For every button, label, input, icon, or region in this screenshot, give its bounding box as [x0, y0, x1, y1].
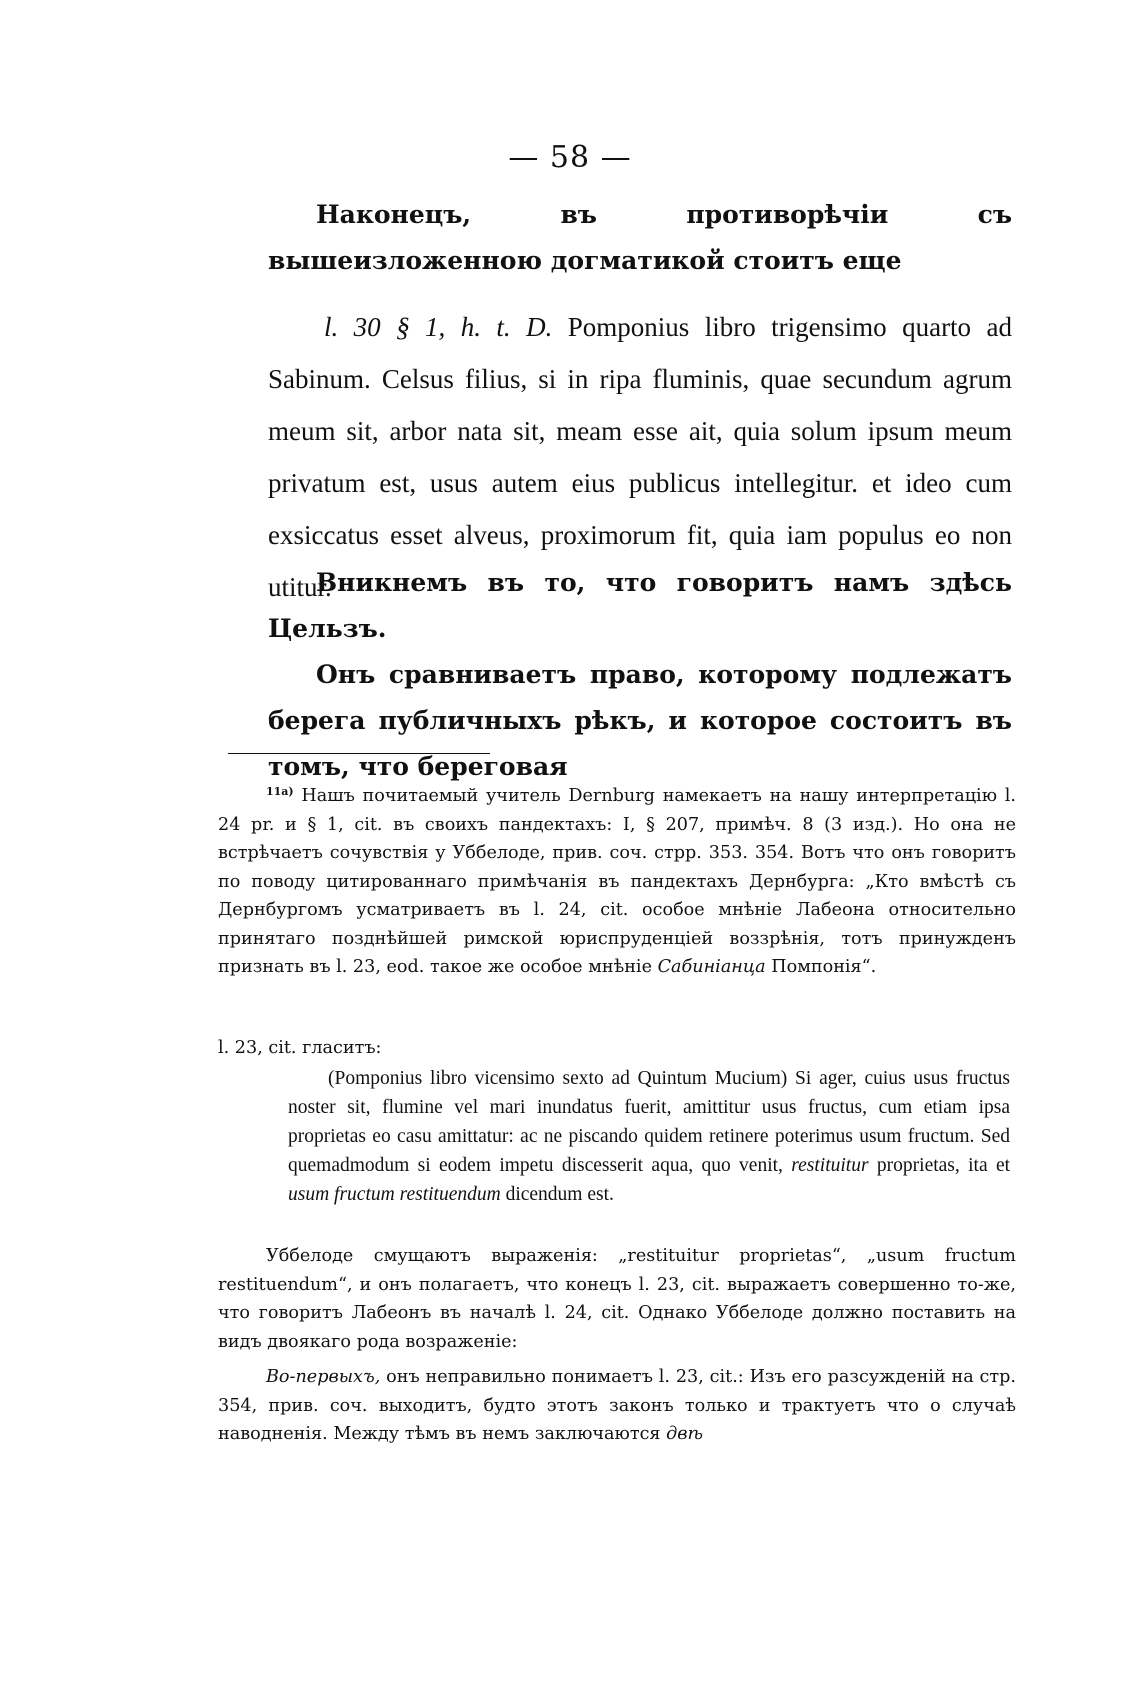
quote-reference: l. 30 § 1, h. t. D.: [324, 312, 553, 342]
footnote-para3-end: двѣ: [666, 1424, 704, 1444]
body-paragraph-2: Онъ сравниваетъ право, которому подлежатъ берега публичныхъ рѣкъ, и которое состоитъ въ томъ, что береговая: [268, 660, 1012, 781]
footnote-latin-quote: [288, 1064, 1010, 1209]
footnote-para1-text: Нашъ почитаемый учитель Dernburg намекаетъ на нашу интерпретацію l. 24 pr. и § 1, cit. въ своихъ пандектахъ: I, § 207, примѣч. 8 (3 изд.). Но она не встрѣчаетъ сочувствія у Уббелоде, прив. соч. стрр. 353. 354. Вотъ что онъ говоритъ по поводу цитированнаго примѣчанія въ пандектахъ Дернбурга: „Кто вмѣстѣ съ Дернбургомъ усматриваетъ въ l. 24, cit. особое мнѣніе Лабеона относительно принятаго позднѣйшей римской юриспруденціей воззрѣнія, тотъ принужденъ признать въ l. 23, eod. такое же особое мнѣніе: [218, 786, 1016, 977]
latin-text-c: dicendum est.: [505, 1184, 614, 1205]
intro-paragraph-block: [268, 192, 1012, 284]
footnote-para1-end: Помпонія“.: [771, 957, 877, 977]
footnote-para1-italic: Сабиніанца: [657, 957, 766, 977]
footnote-para3-italic: Во-первыхъ,: [266, 1367, 381, 1387]
footnote-paragraph-3: [218, 1363, 1016, 1449]
latin-text-a: (Pomponius libro vicensimo sexto ad Quintum Mucium) Si ager, cuius usus fructus noster sit, flumine vel mari inundatus fuerit, amittitur usus fructus, cum etiam ipsa proprietas eo casu amittatur: ac ne piscando quidem retinere poterimus usum fructum. Sed quemadmodum si eodem impetu discesserit aqua, quo venit,: [288, 1068, 1010, 1176]
latin-italic-2: usum fructum restituendum: [288, 1184, 501, 1205]
latin-italic-1: restituitur: [791, 1155, 869, 1176]
footnote-divider: [228, 753, 490, 754]
footnote-para3-text: онъ неправильно понимаетъ l. 23, cit.: Изъ его разсужденій на стр. 354, прив. соч. выходитъ, будто этотъ законъ только и трактуетъ что о случаѣ наводненія. Между тѣмъ въ немъ заключаются: [218, 1367, 1016, 1444]
footnote-paragraph-1: [218, 778, 1016, 982]
latin-text-b: proprietas, ita et: [876, 1155, 1011, 1176]
footnote-paragraph-2: Уббелоде смущаютъ выраженія: „restituitur proprietas“, „usum fructum restituendum“, и онъ полагаетъ, что конецъ l. 23, cit. выражаетъ совершенно то-же, что говоритъ Лабеонъ въ началѣ l. 24, cit. Однако Уббелоде должно поставить на видъ двоякаго рода возраженіе:: [218, 1246, 1016, 1352]
footnote-marker: 11a): [266, 785, 294, 798]
body-line-1: Вникнемъ въ то, что говоритъ намъ здѣсь Цельзъ.: [268, 568, 1012, 643]
body-paragraph-block: [268, 560, 1012, 790]
footnote-cit-line: l. 23, cit. гласитъ:: [218, 1038, 382, 1058]
intro-paragraph: Наконецъ, въ противорѣчіи съ вышеизложенною догматикой стоитъ еще: [268, 200, 1012, 275]
page-number: — 58 —: [508, 140, 632, 175]
quote-text: Pomponius libro trigensimo quarto ad Sabinum. Celsus filius, si in ripa fluminis, quae secundum agrum meum sit, arbor nata sit, meam esse ait, quia solum ipsum meum privatum est, usus autem eius publicus intellegitur. et ideo cum exsiccatus esset alveus, proximorum fit, quia iam populus eo non utitur.: [268, 312, 1012, 602]
